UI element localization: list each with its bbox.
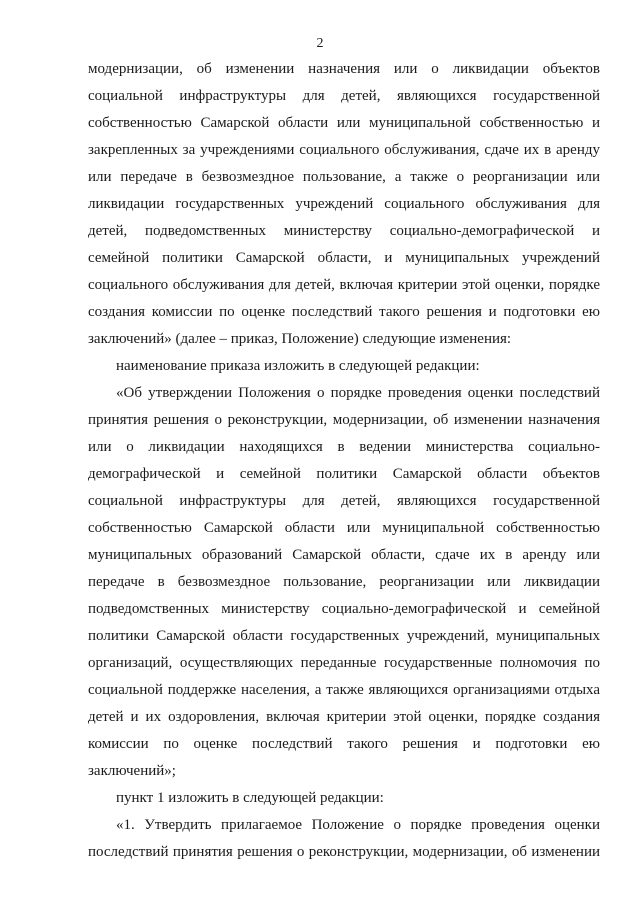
paragraph-line: или передаче в безвозмездное пользование, а также о реорганизации или: [88, 169, 600, 185]
paragraph: [88, 785, 600, 812]
paragraph-line: политики Самарской области государственных учреждений, муниципальных: [88, 628, 600, 644]
paragraph-line: детей и их оздоровления, включая критерии этой оценки, порядке создания: [88, 709, 600, 725]
paragraph-line: муниципальных образований Самарской области, сдаче их в аренду или: [88, 547, 600, 563]
paragraph-line: организаций, осуществляющих переданные государственные полномочия по: [88, 655, 600, 671]
paragraph-line: социального обслуживания для детей, включая критерии этой оценки, порядке: [88, 277, 600, 293]
paragraph-line: создания комиссии по оценке последствий такого решения и подготовки ею: [88, 304, 600, 320]
paragraph-line: последствий принятия решения о реконструкции, модернизации, об изменении: [88, 844, 600, 860]
page-number: 2: [316, 36, 324, 51]
paragraph-line: собственностью Самарской области или муниципальной собственностью и: [88, 115, 600, 131]
paragraph-line: пункт 1 изложить в следующей редакции:: [116, 790, 384, 806]
paragraph-line: передаче в безвозмездное пользование, реорганизации или ликвидации: [88, 574, 600, 590]
paragraph-line: собственностью Самарской области или муниципальной собственностью: [88, 520, 600, 536]
paragraph-line: принятия решения о реконструкции, модернизации, об изменении назначения: [88, 412, 600, 428]
paragraph-line: наименование приказа изложить в следующей редакции:: [116, 358, 480, 374]
paragraph: [88, 56, 600, 353]
paragraph-line: социальной инфраструктуры для детей, являющихся государственной: [88, 88, 600, 104]
paragraph-line: семейной политики Самарской области, и муниципальных учреждений: [88, 250, 600, 266]
paragraph-line: подведомственных министерству социально-демографической и семейной: [88, 601, 600, 617]
paragraph-line: заключений» (далее – приказ, Положение) следующие изменения:: [88, 331, 512, 347]
paragraph-line: или о ликвидации находящихся в ведении министерства социально-: [88, 439, 600, 455]
paragraph-line: «1. Утвердить прилагаемое Положение о порядке проведения оценки: [116, 817, 600, 833]
paragraph-line: «Об утверждении Положения о порядке проведения оценки последствий: [116, 385, 600, 401]
paragraph-line: социальной поддержке населения, а также являющихся организациями отдыха: [88, 682, 600, 698]
paragraph-line: комиссии по оценке последствий такого решения и подготовки ею: [88, 736, 600, 752]
paragraph: [88, 812, 600, 866]
paragraph-line: социальной инфраструктуры для детей, являющихся государственной: [88, 493, 600, 509]
paragraph: [88, 380, 600, 785]
paragraph-line: заключений»;: [88, 763, 176, 779]
paragraph-line: детей, подведомственных министерству социально-демографической и: [88, 223, 600, 239]
body-text: [88, 56, 600, 866]
paragraph: [88, 353, 600, 380]
paragraph-line: закрепленных за учреждениями социального обслуживания, сдаче их в аренду: [88, 142, 600, 158]
paragraph-line: модернизации, об изменении назначения или о ликвидации объектов: [88, 61, 600, 77]
paragraph-line: демографической и семейной политики Самарской области объектов: [88, 466, 600, 482]
paragraph-line: ликвидации государственных учреждений социального обслуживания для: [88, 196, 600, 212]
